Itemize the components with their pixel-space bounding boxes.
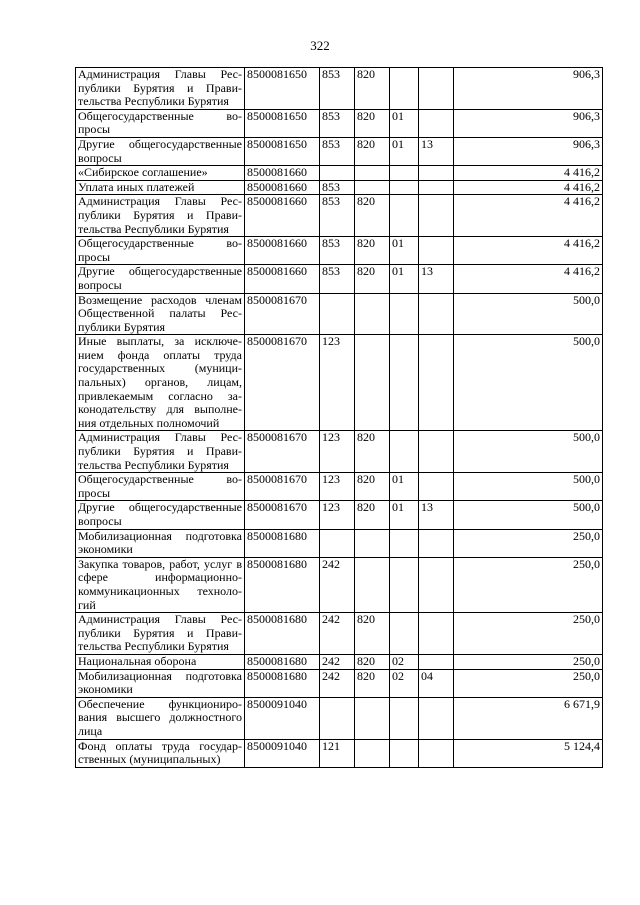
table-row [76, 669, 603, 697]
expense-name-cell: Закупка товаров, работ, услуг в сфере информационно-коммуникационных техноло-гий [76, 557, 245, 612]
target-article-cell: 8500081680 [245, 613, 320, 655]
expense-name-cell: Мобилизационная подготовка экономики [76, 529, 245, 557]
subsection-cell: 13 [419, 501, 454, 529]
expense-type-cell: 853 [320, 68, 355, 110]
expense-name-cell: Общегосударственные во-просы [76, 473, 245, 501]
subsection-cell [419, 613, 454, 655]
page-number: 322 [310, 38, 330, 53]
administrator-code-cell [355, 529, 390, 557]
subsection-cell: 13 [419, 265, 454, 293]
expense-type-cell: 853 [320, 137, 355, 165]
section-cell: 01 [390, 473, 419, 501]
target-article-cell: 8500081650 [245, 137, 320, 165]
administrator-code-cell [355, 166, 390, 181]
amount-cell: 500,0 [454, 431, 603, 473]
expense-type-cell: 242 [320, 613, 355, 655]
subsection-cell [419, 293, 454, 335]
amount-cell: 4 416,2 [454, 195, 603, 237]
section-cell [390, 335, 419, 431]
table-row [76, 431, 603, 473]
subsection-cell: 13 [419, 137, 454, 165]
expense-name-cell: Иные выплаты, за исключе-нием фонда оплаты труда государственных (муници-пальных) органов, лицам, привлекаемым согласно за-конодательству для выполне-ния отдельных полномочий [76, 335, 245, 431]
section-cell [390, 739, 419, 767]
section-cell: 01 [390, 501, 419, 529]
subsection-cell [419, 68, 454, 110]
administrator-code-cell: 820 [355, 473, 390, 501]
administrator-code-cell: 820 [355, 501, 390, 529]
expense-name-cell: Мобилизационная подготовка экономики [76, 669, 245, 697]
target-article-cell: 8500081670 [245, 501, 320, 529]
amount-cell: 250,0 [454, 669, 603, 697]
section-cell: 02 [390, 669, 419, 697]
administrator-code-cell [355, 557, 390, 612]
section-cell [390, 180, 419, 195]
administrator-code-cell [355, 180, 390, 195]
amount-cell: 5 124,4 [454, 739, 603, 767]
section-cell [390, 613, 419, 655]
subsection-cell: 04 [419, 669, 454, 697]
table-body [76, 68, 603, 768]
target-article-cell: 8500081660 [245, 180, 320, 195]
administrator-code-cell: 820 [355, 237, 390, 265]
table-row [76, 739, 603, 767]
amount-cell: 4 416,2 [454, 265, 603, 293]
subsection-cell [419, 529, 454, 557]
target-article-cell: 8500081660 [245, 265, 320, 293]
table-row [76, 335, 603, 431]
administrator-code-cell: 820 [355, 654, 390, 669]
expense-name-cell: Администрация Главы Рес-публики Бурятия и Прави-тельства Республики Бурятия [76, 431, 245, 473]
expense-name-cell: Другие общегосударственные вопросы [76, 265, 245, 293]
administrator-code-cell [355, 739, 390, 767]
expense-type-cell: 853 [320, 265, 355, 293]
expense-name-cell: Фонд оплаты труда государ-ственных (муниципальных) [76, 739, 245, 767]
subsection-cell [419, 180, 454, 195]
amount-cell: 4 416,2 [454, 166, 603, 181]
subsection-cell [419, 335, 454, 431]
expense-type-cell: 123 [320, 335, 355, 431]
expense-name-cell: Другие общегосударственные вопросы [76, 501, 245, 529]
section-cell [390, 166, 419, 181]
amount-cell: 906,3 [454, 68, 603, 110]
table-row [76, 109, 603, 137]
section-cell: 01 [390, 265, 419, 293]
amount-cell: 250,0 [454, 529, 603, 557]
target-article-cell: 8500081660 [245, 166, 320, 181]
administrator-code-cell: 820 [355, 669, 390, 697]
table-row [76, 137, 603, 165]
target-article-cell: 8500081660 [245, 195, 320, 237]
target-article-cell: 8500081670 [245, 473, 320, 501]
expense-type-cell [320, 166, 355, 181]
subsection-cell [419, 473, 454, 501]
table-row [76, 501, 603, 529]
expense-type-cell: 853 [320, 109, 355, 137]
amount-cell: 250,0 [454, 557, 603, 612]
amount-cell: 906,3 [454, 137, 603, 165]
section-cell [390, 195, 419, 237]
expense-type-cell: 853 [320, 195, 355, 237]
administrator-code-cell [355, 335, 390, 431]
subsection-cell [419, 431, 454, 473]
amount-cell: 4 416,2 [454, 237, 603, 265]
administrator-code-cell: 820 [355, 109, 390, 137]
budget-table [75, 67, 603, 768]
target-article-cell: 8500091040 [245, 697, 320, 739]
expense-type-cell: 853 [320, 237, 355, 265]
subsection-cell [419, 166, 454, 181]
expense-name-cell: Национальная оборона [76, 654, 245, 669]
expense-type-cell: 123 [320, 473, 355, 501]
expense-type-cell: 121 [320, 739, 355, 767]
section-cell: 02 [390, 654, 419, 669]
table-row [76, 697, 603, 739]
section-cell: 01 [390, 237, 419, 265]
table-row [76, 529, 603, 557]
expense-type-cell: 242 [320, 669, 355, 697]
subsection-cell [419, 697, 454, 739]
administrator-code-cell: 820 [355, 195, 390, 237]
section-cell [390, 529, 419, 557]
target-article-cell: 8500081650 [245, 68, 320, 110]
expense-name-cell: Другие общегосударственные вопросы [76, 137, 245, 165]
subsection-cell [419, 654, 454, 669]
subsection-cell [419, 195, 454, 237]
target-article-cell: 8500081660 [245, 237, 320, 265]
target-article-cell: 8500081670 [245, 335, 320, 431]
expense-name-cell: Уплата иных платежей [76, 180, 245, 195]
expense-type-cell [320, 293, 355, 335]
subsection-cell [419, 109, 454, 137]
section-cell [390, 431, 419, 473]
section-cell [390, 68, 419, 110]
subsection-cell [419, 739, 454, 767]
expense-type-cell [320, 697, 355, 739]
section-cell [390, 557, 419, 612]
section-cell: 01 [390, 137, 419, 165]
table-row [76, 166, 603, 181]
expense-type-cell [320, 529, 355, 557]
table-row [76, 557, 603, 612]
expense-type-cell: 853 [320, 180, 355, 195]
subsection-cell [419, 557, 454, 612]
administrator-code-cell: 820 [355, 431, 390, 473]
table-row [76, 473, 603, 501]
target-article-cell: 8500091040 [245, 739, 320, 767]
expense-type-cell: 242 [320, 557, 355, 612]
table-row [76, 265, 603, 293]
amount-cell: 500,0 [454, 293, 603, 335]
administrator-code-cell: 820 [355, 68, 390, 110]
expense-type-cell: 123 [320, 501, 355, 529]
administrator-code-cell [355, 293, 390, 335]
amount-cell: 500,0 [454, 335, 603, 431]
amount-cell: 500,0 [454, 501, 603, 529]
administrator-code-cell: 820 [355, 265, 390, 293]
expense-name-cell: Общегосударственные во-просы [76, 109, 245, 137]
expense-name-cell: «Сибирское соглашение» [76, 166, 245, 181]
table-row [76, 195, 603, 237]
amount-cell: 4 416,2 [454, 180, 603, 195]
target-article-cell: 8500081680 [245, 557, 320, 612]
amount-cell: 906,3 [454, 109, 603, 137]
amount-cell: 500,0 [454, 473, 603, 501]
administrator-code-cell [355, 697, 390, 739]
expense-name-cell: Администрация Главы Рес-публики Бурятия и Прави-тельства Республики Бурятия [76, 195, 245, 237]
target-article-cell: 8500081680 [245, 654, 320, 669]
target-article-cell: 8500081650 [245, 109, 320, 137]
administrator-code-cell: 820 [355, 613, 390, 655]
expense-name-cell: Возмещение расходов членам Общественной палаты Рес-публики Бурятия [76, 293, 245, 335]
amount-cell: 250,0 [454, 654, 603, 669]
target-article-cell: 8500081680 [245, 529, 320, 557]
amount-cell: 250,0 [454, 613, 603, 655]
table-row [76, 613, 603, 655]
expense-type-cell: 123 [320, 431, 355, 473]
section-cell [390, 293, 419, 335]
table-row [76, 68, 603, 110]
table-row [76, 180, 603, 195]
expense-type-cell: 242 [320, 654, 355, 669]
section-cell: 01 [390, 109, 419, 137]
amount-cell: 6 671,9 [454, 697, 603, 739]
administrator-code-cell: 820 [355, 137, 390, 165]
expense-name-cell: Общегосударственные во-просы [76, 237, 245, 265]
target-article-cell: 8500081670 [245, 431, 320, 473]
expense-name-cell: Обеспечение функциониро-вания высшего должностного лица [76, 697, 245, 739]
section-cell [390, 697, 419, 739]
expense-name-cell: Администрация Главы Рес-публики Бурятия и Прави-тельства Республики Бурятия [76, 613, 245, 655]
subsection-cell [419, 237, 454, 265]
target-article-cell: 8500081680 [245, 669, 320, 697]
target-article-cell: 8500081670 [245, 293, 320, 335]
table-row [76, 237, 603, 265]
expense-name-cell: Администрация Главы Рес-публики Бурятия и Прави-тельства Республики Бурятия [76, 68, 245, 110]
table-row [76, 654, 603, 669]
table-row [76, 293, 603, 335]
